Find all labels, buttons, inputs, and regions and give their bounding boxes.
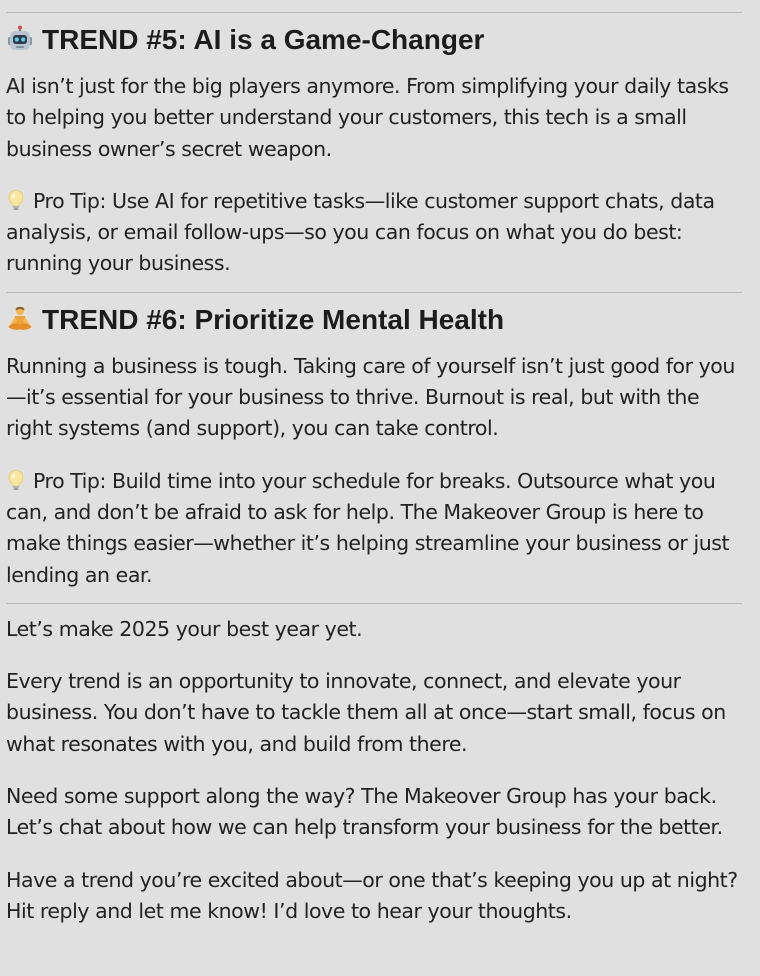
closing-paragraph: Have a trend you’re excited about—or one that’s keeping you up at night? Hit reply and let me know! I’d love to hear your thoughts. — [6, 867, 738, 923]
section-heading-text: TREND #6: Prioritize Mental Health — [42, 303, 505, 335]
section-divider — [6, 603, 742, 604]
pro-tip — [6, 186, 742, 280]
pro-tip — [6, 466, 742, 591]
newsletter-content — [6, 0, 742, 927]
lightbulb-icon — [6, 189, 26, 211]
pro-tip-text: Pro Tip: Build time into your schedule for breaks. Outsource what you can, and don’t be afraid to ask for help. The Makeover Group is here to make things easier—whether it’s helping streamline your business or just lending an ear. — [6, 468, 730, 587]
section-heading-text: TREND #5: AI is a Game-Changer — [42, 24, 485, 55]
trend-section — [6, 21, 742, 280]
meditation-icon — [6, 305, 34, 333]
section-body: AI isn’t just for the big players anymore. From simplifying your daily tasks to helping you better understand your customers, this tech is a small business owner’s secret weapon. — [6, 74, 729, 161]
closing-paragraph: Every trend is an opportunity to innovate, connect, and elevate your business. You don’t have to tackle them all at once—start small, focus on what resonates with you, and build from there. — [6, 669, 726, 756]
section-divider — [6, 12, 742, 13]
pro-tip-text: Pro Tip: Use AI for repetitive tasks—like customer support chats, data analysis, or email follow-ups—so you can focus on what you do best: running your business. — [6, 188, 715, 276]
section-divider — [6, 292, 742, 293]
robot-icon — [6, 25, 34, 53]
section-heading — [6, 301, 742, 339]
section-heading — [6, 21, 742, 59]
closing-paragraph: Need some support along the way? The Makeover Group has your back. Let’s chat about how we can help transform your business for the better. — [6, 784, 723, 840]
closing-section — [6, 614, 742, 927]
closing-lead: Let’s make 2025 your best year yet. — [6, 616, 363, 641]
section-body: Running a business is tough. Taking care of yourself isn’t just good for you—it’s essential for your business to thrive. Burnout is real, but with the right systems (and support), you can take control. — [6, 353, 735, 441]
trend-section — [6, 301, 742, 591]
lightbulb-icon — [6, 469, 26, 491]
